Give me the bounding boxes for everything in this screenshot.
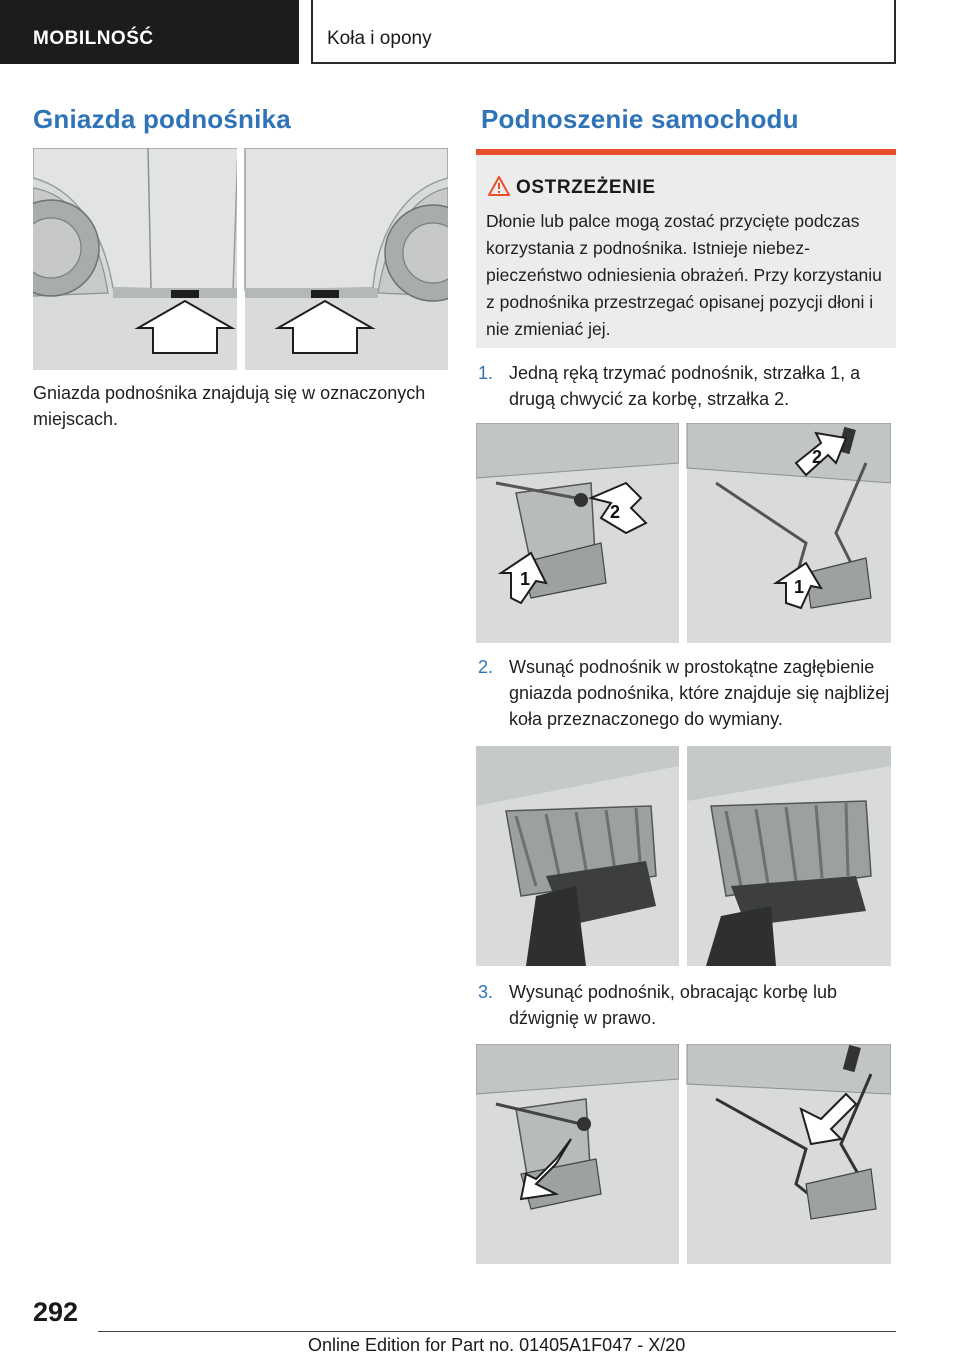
lifting-heading: Podnoszenie samochodu bbox=[481, 104, 799, 134]
section-title: MOBILNOŚĆ bbox=[33, 28, 154, 49]
jack-hold-figure bbox=[476, 423, 891, 643]
step-text: Wsunąć podnośnik w prostokątne zagłębienie gniazda podnośnika, które znajduje się najbliżej koła przeznaczonego do wymiany. bbox=[509, 657, 890, 729]
footer-rule bbox=[98, 1331, 896, 1332]
warning-text: Dłonie lub palce mogą zostać przycięte podczas korzystania z podnośnika. Istnieje niebezpieczeństwo odniesienia obrażeń. Przy korzystaniu z podnośnika przestrzegać opisanej pozycji dłoni i nie zmieniać jej. bbox=[486, 211, 882, 339]
jack-hold-illustration bbox=[476, 423, 891, 643]
arrow-label: 2 bbox=[812, 447, 823, 467]
chapter-tab bbox=[311, 0, 896, 64]
section-tab bbox=[0, 0, 299, 64]
step-1 bbox=[478, 360, 898, 412]
jack-insert-figure bbox=[476, 746, 891, 966]
arrow-label: 2 bbox=[610, 502, 621, 522]
jack-points-caption: Gniazda podnośnika znajdują się w oznaczonych miejscach. bbox=[33, 383, 426, 429]
jack-raise-figure bbox=[476, 1044, 891, 1264]
step-2 bbox=[478, 654, 898, 732]
warning-title: OSTRZEŻENIE bbox=[516, 177, 656, 198]
step-number: 3. bbox=[478, 982, 494, 1002]
jack-insert-illustration bbox=[476, 746, 891, 966]
step-number: 1. bbox=[478, 363, 494, 383]
warning-triangle-icon bbox=[488, 175, 510, 197]
car-jack-points-illustration bbox=[33, 148, 448, 370]
step-text: Jedną ręką trzymać podnośnik, strzałka 1, a drugą chwycić za korbę, strzałka 2. bbox=[509, 363, 861, 409]
jack-raise-illustration bbox=[476, 1044, 891, 1264]
step-number: 2. bbox=[478, 657, 494, 677]
warning-box bbox=[476, 149, 896, 348]
jack-points-figure bbox=[33, 148, 448, 370]
step-text: Wysunąć podnośnik, obracając korbę lub dźwignię w prawo. bbox=[509, 982, 838, 1028]
chapter-title: Koła i opony bbox=[327, 28, 432, 49]
arrow-label: 1 bbox=[794, 577, 805, 597]
page-number: 292 bbox=[33, 1297, 79, 1327]
step-3 bbox=[478, 979, 898, 1031]
jack-points-heading: Gniazda podnośnika bbox=[33, 104, 291, 134]
footer-edition: Online Edition for Part no. 01405A1F047 - X/20 bbox=[308, 1335, 686, 1355]
arrow-label: 1 bbox=[520, 569, 531, 589]
